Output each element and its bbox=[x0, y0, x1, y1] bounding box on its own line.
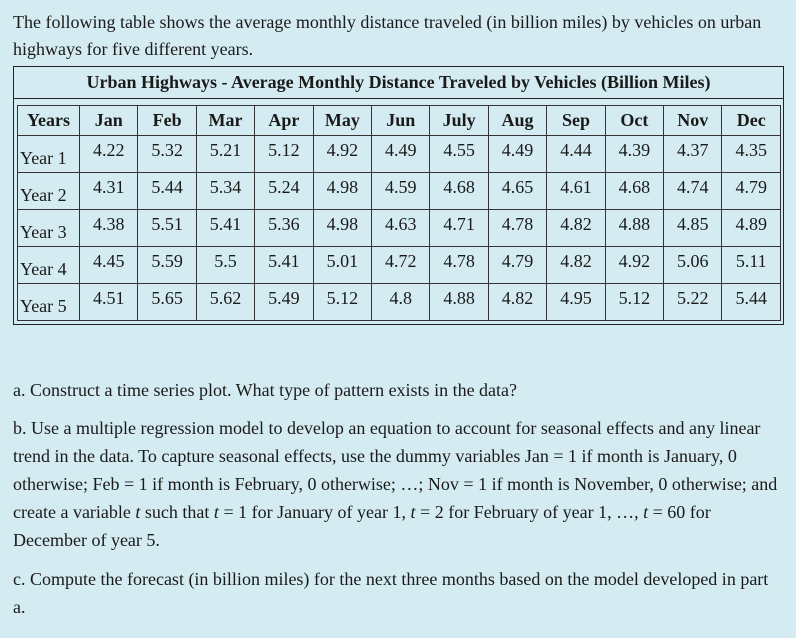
header-cell: Jan bbox=[80, 106, 138, 136]
table-cell: 5.62 bbox=[196, 284, 254, 321]
row-label: Year 3 bbox=[18, 210, 80, 247]
table-cell: 4.89 bbox=[722, 210, 781, 247]
table-cell: 5.5 bbox=[196, 247, 254, 284]
table-header-row bbox=[18, 106, 781, 136]
question-b-text: = 2 for February of year 1, …, bbox=[415, 502, 644, 522]
table-cell: 4.8 bbox=[372, 284, 430, 321]
question-b-text: = 60 for December of year 5. bbox=[13, 502, 711, 550]
table-row bbox=[18, 284, 781, 321]
table-cell: 4.38 bbox=[80, 210, 138, 247]
table-cell: 4.22 bbox=[80, 136, 138, 173]
table-cell: 4.44 bbox=[547, 136, 605, 173]
intro-text: The following table shows the average monthly distance traveled (in billion miles) by vehicles on urban highways for five different years. bbox=[13, 12, 762, 59]
variable-t: t bbox=[213, 502, 219, 522]
question-c: c. Compute the forecast (in billion miles) for the next three months based on the model developed in part a. bbox=[13, 569, 769, 617]
table-cell: 5.12 bbox=[605, 284, 663, 321]
row-label: Year 1 bbox=[18, 136, 80, 173]
table-row bbox=[18, 173, 781, 210]
question-b bbox=[13, 414, 785, 554]
table-cell: 4.82 bbox=[488, 284, 546, 321]
header-cell: Sep bbox=[547, 106, 605, 136]
table-cell: 5.12 bbox=[313, 284, 371, 321]
table-cell: 5.49 bbox=[255, 284, 313, 321]
table-cell: 4.31 bbox=[80, 173, 138, 210]
variable-t: t bbox=[135, 502, 141, 522]
header-cell: Dec bbox=[722, 106, 781, 136]
table-cell: 5.44 bbox=[138, 173, 196, 210]
table-cell: 4.78 bbox=[488, 210, 546, 247]
table-cell: 4.63 bbox=[372, 210, 430, 247]
variable-t: t bbox=[410, 502, 416, 522]
header-cell: Years bbox=[18, 106, 80, 136]
header-cell: Oct bbox=[605, 106, 663, 136]
table-cell: 5.59 bbox=[138, 247, 196, 284]
distance-table bbox=[17, 105, 781, 321]
table-cell: 4.74 bbox=[664, 173, 722, 210]
table-cell: 4.98 bbox=[313, 173, 371, 210]
table-cell: 4.68 bbox=[605, 173, 663, 210]
table-row bbox=[18, 136, 781, 173]
table-cell: 4.72 bbox=[372, 247, 430, 284]
table-cell: 4.79 bbox=[488, 247, 546, 284]
table-cell: 4.79 bbox=[722, 173, 781, 210]
question-b-text: b. Use a multiple regression model to develop an equation to account for seasonal effects and any linear trend in the data. To capture seasonal effects, use the dummy variables Jan = 1 if month is January, 0 otherwise; Feb = 1 if month is February, 0 otherwise; …; Nov = 1 if month is November, 0 otherwise; and create a variable bbox=[13, 418, 778, 522]
header-cell: July bbox=[430, 106, 488, 136]
table-cell: 5.44 bbox=[722, 284, 781, 321]
table-cell: 4.49 bbox=[372, 136, 430, 173]
question-b-text: such that bbox=[140, 502, 214, 522]
table-cell: 4.85 bbox=[664, 210, 722, 247]
table-cell: 4.82 bbox=[547, 247, 605, 284]
header-cell: Nov bbox=[664, 106, 722, 136]
table-cell: 5.21 bbox=[196, 136, 254, 173]
table-cell: 5.36 bbox=[255, 210, 313, 247]
table-cell: 4.49 bbox=[488, 136, 546, 173]
table-cell: 4.88 bbox=[430, 284, 488, 321]
header-cell: Feb bbox=[138, 106, 196, 136]
table-title: Urban Highways - Average Monthly Distance Traveled by Vehicles (Billion Miles) bbox=[14, 67, 783, 99]
table-cell: 4.88 bbox=[605, 210, 663, 247]
table-cell: 5.24 bbox=[255, 173, 313, 210]
table-cell: 5.51 bbox=[138, 210, 196, 247]
table-cell: 4.61 bbox=[547, 173, 605, 210]
table-cell: 5.12 bbox=[255, 136, 313, 173]
table-cell: 5.22 bbox=[664, 284, 722, 321]
table-cell: 5.06 bbox=[664, 247, 722, 284]
table-cell: 4.68 bbox=[430, 173, 488, 210]
table-cell: 4.71 bbox=[430, 210, 488, 247]
table-cell: 4.51 bbox=[80, 284, 138, 321]
question-a: a. Construct a time series plot. What type of pattern exists in the data? bbox=[13, 380, 518, 400]
table-cell: 5.41 bbox=[196, 210, 254, 247]
table-cell: 4.35 bbox=[722, 136, 781, 173]
row-label: Year 2 bbox=[18, 173, 80, 210]
table-cell: 4.92 bbox=[313, 136, 371, 173]
table-cell: 4.39 bbox=[605, 136, 663, 173]
table-cell: 5.41 bbox=[255, 247, 313, 284]
header-cell: Apr bbox=[255, 106, 313, 136]
table-body bbox=[18, 136, 781, 321]
table-cell: 5.11 bbox=[722, 247, 781, 284]
table-cell: 5.34 bbox=[196, 173, 254, 210]
row-label: Year 4 bbox=[18, 247, 80, 284]
table-cell: 5.32 bbox=[138, 136, 196, 173]
data-table-container bbox=[13, 66, 784, 325]
table-cell: 4.65 bbox=[488, 173, 546, 210]
header-cell: May bbox=[313, 106, 371, 136]
header-cell: Aug bbox=[488, 106, 546, 136]
table-cell: 5.65 bbox=[138, 284, 196, 321]
table-cell: 4.55 bbox=[430, 136, 488, 173]
table-cell: 4.45 bbox=[80, 247, 138, 284]
table-cell: 4.78 bbox=[430, 247, 488, 284]
table-cell: 4.98 bbox=[313, 210, 371, 247]
table-cell: 4.82 bbox=[547, 210, 605, 247]
question-b-text: = 1 for January of year 1, bbox=[218, 502, 411, 522]
table-row bbox=[18, 247, 781, 284]
header-cell: Jun bbox=[372, 106, 430, 136]
table-cell: 4.59 bbox=[372, 173, 430, 210]
table-cell: 4.37 bbox=[664, 136, 722, 173]
variable-t: t bbox=[643, 502, 649, 522]
table-cell: 5.01 bbox=[313, 247, 371, 284]
table-cell: 4.95 bbox=[547, 284, 605, 321]
header-cell: Mar bbox=[196, 106, 254, 136]
row-label: Year 5 bbox=[18, 284, 80, 321]
table-cell: 4.92 bbox=[605, 247, 663, 284]
table-row bbox=[18, 210, 781, 247]
